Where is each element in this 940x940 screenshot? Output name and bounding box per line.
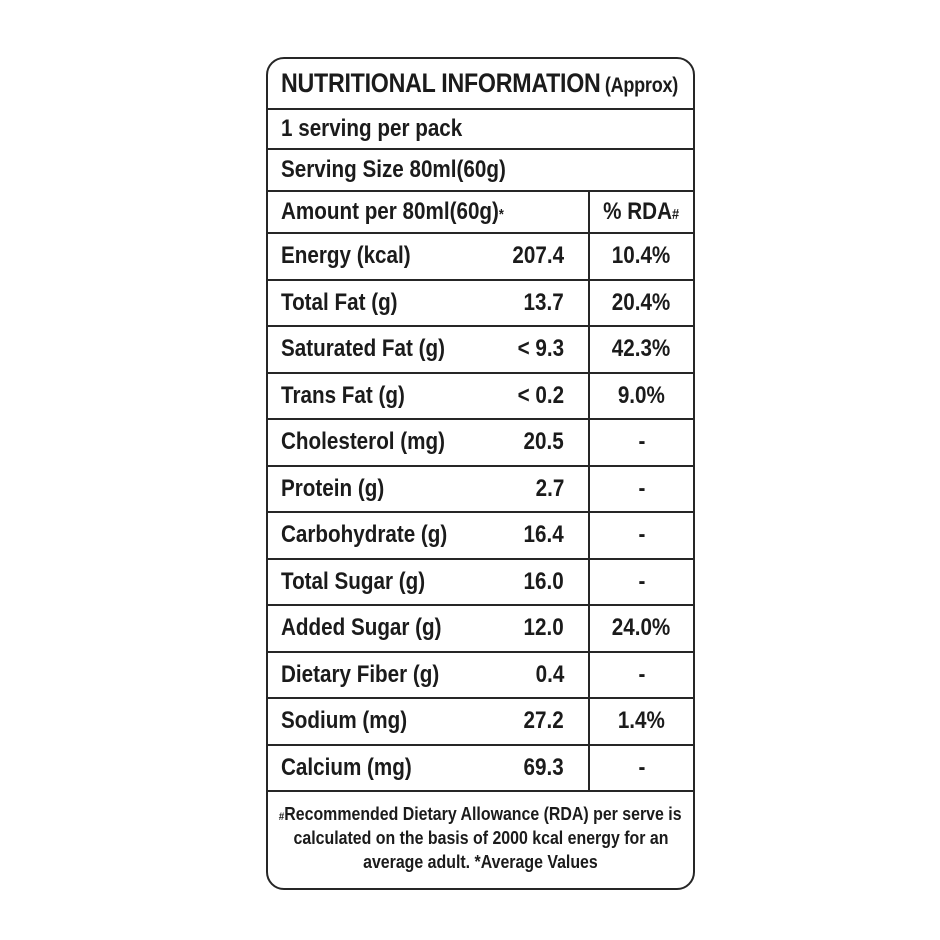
nutrient-amount: 2.7 bbox=[535, 474, 564, 502]
nutrient-amount: 0.4 bbox=[535, 660, 564, 688]
nutrient-amount: 27.2 bbox=[523, 707, 564, 735]
nutrient-name: Protein (g) bbox=[281, 474, 385, 502]
nutrient-row-added-sugar bbox=[268, 606, 693, 653]
nutrient-rda: - bbox=[638, 567, 645, 595]
nutrient-row-dietary-fiber bbox=[268, 653, 693, 700]
nutrient-row-sodium bbox=[268, 699, 693, 746]
amount-header-line: Amount per 80ml(60g) * bbox=[281, 198, 504, 225]
nutrient-rda: 9.0% bbox=[617, 381, 666, 409]
nutrition-label bbox=[266, 57, 695, 890]
nutrient-rda: 10.4% bbox=[612, 242, 671, 270]
rda-header-line: % RDA # bbox=[603, 198, 680, 225]
label-title-row bbox=[268, 59, 693, 110]
nutrient-row-total-fat bbox=[268, 281, 693, 328]
nutrient-name: Calcium (mg) bbox=[281, 753, 412, 781]
nutrient-rda: - bbox=[638, 428, 645, 456]
nutrient-name: Carbohydrate (g) bbox=[281, 521, 448, 549]
servings-per-pack: 1 serving per pack bbox=[281, 115, 463, 142]
nutrient-name: Dietary Fiber (g) bbox=[281, 660, 440, 688]
nutrient-amount: 16.4 bbox=[523, 521, 564, 549]
nutrient-name: Total Fat (g) bbox=[281, 288, 398, 316]
nutrient-row-total-sugar bbox=[268, 560, 693, 607]
nutrient-amount: 12.0 bbox=[523, 614, 564, 642]
nutrient-amount: < 9.3 bbox=[517, 335, 564, 363]
footnote-line-3: average adult. *Average Values bbox=[363, 851, 598, 872]
nutrient-name: Cholesterol (mg) bbox=[281, 428, 445, 456]
nutrient-row-calcium bbox=[268, 746, 693, 793]
amount-header-cell bbox=[268, 192, 588, 232]
label-title: NUTRITIONAL INFORMATION bbox=[281, 68, 601, 98]
nutrient-row-protein bbox=[268, 467, 693, 514]
nutrient-amount: 16.0 bbox=[523, 567, 564, 595]
serving-size: Serving Size 80ml(60g) bbox=[281, 156, 506, 183]
nutrient-amount: 69.3 bbox=[523, 753, 564, 781]
nutrient-name: Energy (kcal) bbox=[281, 242, 411, 270]
nutrient-rda: 1.4% bbox=[617, 707, 666, 735]
column-header-row bbox=[268, 192, 693, 234]
nutrient-name: Saturated Fat (g) bbox=[281, 335, 445, 363]
nutrient-amount: 207.4 bbox=[512, 242, 564, 270]
nutrient-amount: 13.7 bbox=[523, 288, 564, 316]
nutrient-row-energy bbox=[268, 234, 693, 281]
nutrient-rda: - bbox=[638, 660, 645, 688]
label-title-line bbox=[281, 68, 678, 99]
rda-header: % RDA bbox=[603, 198, 673, 225]
rda-footnote: # Recommended Dietary Allowance (RDA) per serve is calculated on the basis of 2000 kcal energy for an average adult. *Average Values bbox=[279, 803, 682, 872]
nutrient-row-trans-fat bbox=[268, 374, 693, 421]
footnote-line-1: Recommended Dietary Allowance (RDA) per serve is bbox=[284, 803, 682, 824]
label-title-approx: (Approx) bbox=[604, 74, 679, 97]
nutrient-row-cholesterol bbox=[268, 420, 693, 467]
serving-size-row bbox=[268, 150, 693, 192]
footnote-line-2: calculated on the basis of 2000 kcal energy for an bbox=[293, 827, 668, 848]
nutrient-rda: 20.4% bbox=[612, 288, 671, 316]
nutrient-name: Total Sugar (g) bbox=[281, 567, 426, 595]
servings-per-pack-row bbox=[268, 110, 693, 150]
nutrient-amount: < 0.2 bbox=[517, 381, 564, 409]
amount-header: Amount per 80ml(60g) bbox=[281, 198, 499, 225]
nutrient-name: Trans Fat (g) bbox=[281, 381, 405, 409]
nutrient-rda: 24.0% bbox=[612, 614, 671, 642]
nutrient-row-saturated-fat bbox=[268, 327, 693, 374]
nutrient-name: Sodium (mg) bbox=[281, 707, 408, 735]
nutrient-rda: - bbox=[638, 521, 645, 549]
rda-header-cell bbox=[588, 192, 693, 232]
nutrient-row-carbohydrate bbox=[268, 513, 693, 560]
nutrient-amount: 20.5 bbox=[523, 428, 564, 456]
nutrient-rda: 42.3% bbox=[612, 335, 671, 363]
nutrient-name: Added Sugar (g) bbox=[281, 614, 442, 642]
nutrient-rda: - bbox=[638, 474, 645, 502]
nutrient-rda: - bbox=[638, 753, 645, 781]
